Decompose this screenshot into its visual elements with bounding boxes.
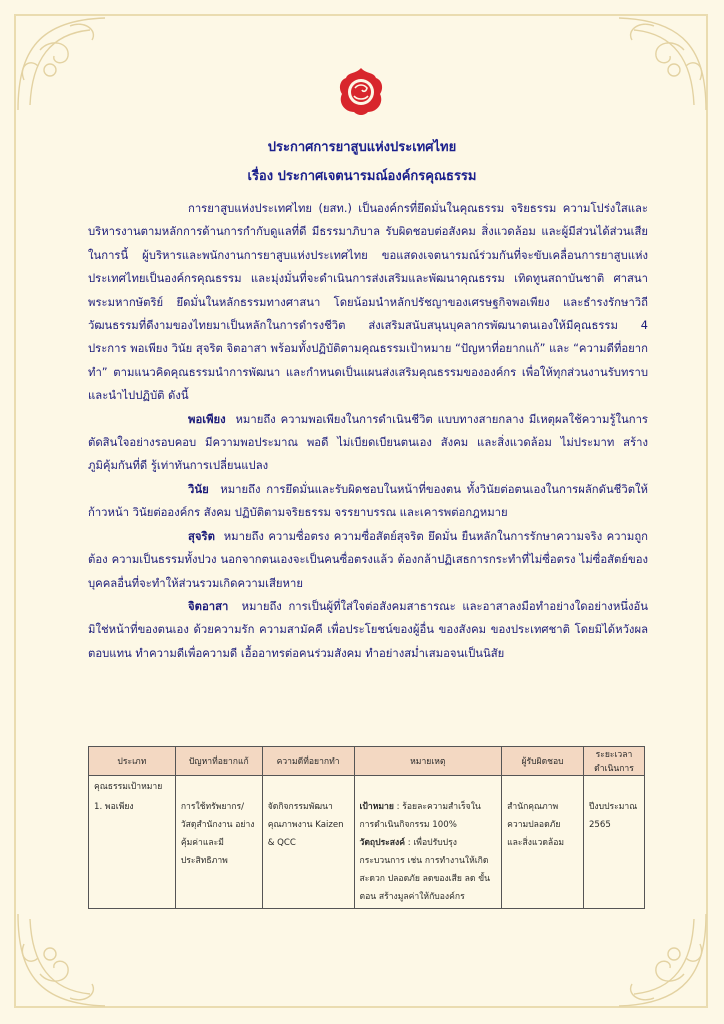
col-header-note: หมายเหตุ xyxy=(354,747,502,776)
virtue-term: พอเพียง xyxy=(188,412,226,426)
intro-paragraph: การยาสูบแห่งประเทศไทย (ยสท.) เป็นองค์กรที่ยึดมั่นในคุณธรรม จริยธรรม ความโปร่งใสและบริหารงานตามหลักการด้านการกำกับดูแลที่ดี มีธรรมาภิบาล รับผิดชอบต่อสังคม สิ่งแวดล้อม และผู้มีส่วนได้ส่วนเสีย ในการนี้ ผู้บริหารและพนักงานการยาสูบแห่งประเทศไทย ขอแสดงเจตนารมณ์ร่วมกันที่จะขับเคลื่อนการยาสูบแห่งประเทศไทยเป็นองค์กรคุณธรรม และมุ่งมั่นที่จะดำเนินการส่งเสริมและพัฒนาคุณธรรม เทิดทูนสถาบันชาติ ศาสนา พระมหากษัตริย์ ยึดมั่นในหลักธรรมทางศาสนา โดยน้อมนำหลักปรัชญาของเศรษฐกิจพอเพียง และธำรงรักษาวิถีวัฒนธรรมที่ดีงามของไทยมาเป็นหลักในการดำรงชีวิต ส่งเสริมสนับสนุนบุคลากรพัฒนาตนเองให้มีคุณธรรม 4 ประการ พอเพียง วินัย สุจริต จิตอาสา พร้อมทั้งปฏิบัติตามคุณธรรมเป้าหมาย “ปัญหาที่อยากแก้” และ “ความดีที่อยากทำ” ตามแนวคิดคุณธรรมนำการพัฒนา และกำหนดเป็นแผนส่งเสริมคุณธรรมขององค์กร เพื่อให้ทุกส่วนงานรับทราบและนำไปปฏิบัติ ดังนี้ xyxy=(88,202,648,403)
virtue-paragraph-volunteer xyxy=(88,595,648,665)
col-header-owner: ผู้รับผิดชอบ xyxy=(502,747,584,776)
col-header-good-deed: ความดีที่อยากทำ xyxy=(262,747,354,776)
ornament-top-right xyxy=(584,10,714,120)
virtue-definition: หมายถึง การยึดมั่นและรับผิดชอบในหน้าที่ของตน ทั้งวินัยต่อตนเองในการผลักดันชีวิตให้ก้าวหน้า วินัยต่อองค์กร สังคม ปฏิบัติตามจริยธรรม จรรยาบรรณ และเคารพต่อกฎหมาย xyxy=(88,482,648,520)
cell-note xyxy=(354,796,502,909)
col-header-type: ประเภท xyxy=(89,747,176,776)
virtue-term: สุจริต xyxy=(188,529,215,543)
table-header-row xyxy=(89,747,645,776)
virtue-term: วินัย xyxy=(188,482,209,496)
cell-type: 1. พอเพียง xyxy=(89,796,176,909)
virtue-paragraph-honesty xyxy=(88,525,648,595)
announcement-body xyxy=(88,197,648,665)
note-goal-text: : ร้อยละความสำเร็จใน การดำเนินกิจกรรม 100% xyxy=(359,802,481,830)
ornament-bottom-left xyxy=(10,904,140,1014)
note-objective-text: : เพื่อปรับปรุง กระบวนการ เช่น การทำงานให้เกิด สะดวก ปลอดภัย ลดของเสีย ลด ขั้นตอน สร้างมูลค่าให้กับองค์กร xyxy=(359,838,490,902)
table-row xyxy=(89,796,645,909)
virtue-paragraph-discipline xyxy=(88,478,648,525)
ornament-top-left xyxy=(10,10,140,120)
col-header-period: ระยะเวลาดำเนินการ xyxy=(583,747,644,776)
virtue-plan-table xyxy=(88,746,645,909)
cell-problem: การใช้ทรัพยากร/ วัสดุสำนักงาน อย่างคุ้มค่าและมี ประสิทธิภาพ xyxy=(175,796,262,909)
announcement-subject: เรื่อง ประกาศเจตนารมณ์องค์กรคุณธรรม xyxy=(247,169,477,184)
cell-owner: สำนักคุณภาพ ความปลอดภัย และสิ่งแวดล้อม xyxy=(502,796,584,909)
note-goal-label: เป้าหมาย xyxy=(359,802,394,812)
col-header-problem: ปัญหาที่อยากแก้ xyxy=(175,747,262,776)
virtue-definition: หมายถึง ความพอเพียงในการดำเนินชีวิต แบบทางสายกลาง มีเหตุผลใช้ความรู้ในการตัดสินใจอย่างรอบคอบ มีความพอประมาณ พอดี ไม่เบียดเบียนตนเอง สังคม และสิ่งแวดล้อม ไม่ประมาท สร้างภูมิคุ้มกันที่ดี รู้เท่าทันการเปลี่ยนแปลง xyxy=(88,412,648,473)
announcement-title: ประกาศการยาสูบแห่งประเทศไทย xyxy=(267,140,457,155)
cell-period: ปีงบประมาณ 2565 xyxy=(583,796,644,909)
virtue-definition: หมายถึง ความซื่อตรง ความซื่อสัตย์สุจริต ยึดมั่น ยืนหลักในการรักษาความจริง ความถูกต้อง ความเป็นธรรมทั้งปวง นอกจากตนเองจะเป็นคนซื่อตรงแล้ว ต้องกล้าปฏิเสธการกระทำที่ไม่ซื่อตรง ไม่ซื่อสัตย์ของบุคคลอื่นที่จะทำให้ส่วนรวมเกิดความเสียหาย xyxy=(88,529,648,590)
virtue-paragraph-sufficiency xyxy=(88,408,648,478)
ornament-bottom-right xyxy=(584,904,714,1014)
tobacco-authority-logo xyxy=(336,66,386,118)
virtue-term: จิตอาสา xyxy=(188,599,229,613)
table-category-row xyxy=(89,776,645,797)
category-cell: คุณธรรมเป้าหมาย xyxy=(89,776,176,797)
note-objective-label: วัตถุประสงค์ xyxy=(359,838,405,848)
cell-good-deed: จัดกิจกรรมพัฒนา คุณภาพงาน Kaizen & QCC xyxy=(262,796,354,909)
virtue-definition: หมายถึง การเป็นผู้ที่ใส่ใจต่อสังคมสาธารณะ และอาสาลงมือทำอย่างใดอย่างหนึ่งอันมิใช่หน้าที่ของตนเอง ด้วยความรัก ความสามัคคี เพื่อประโยชน์ของผู้อื่น ของสังคม ของประเทศชาติ โดยมิได้หวังผลตอบแทน ทำความดีเพื่อความดี เอื้ออาทรต่อคนร่วมสังคม ทำอย่างสม่ำเสมอจนเป็นนิสัย xyxy=(88,599,649,660)
